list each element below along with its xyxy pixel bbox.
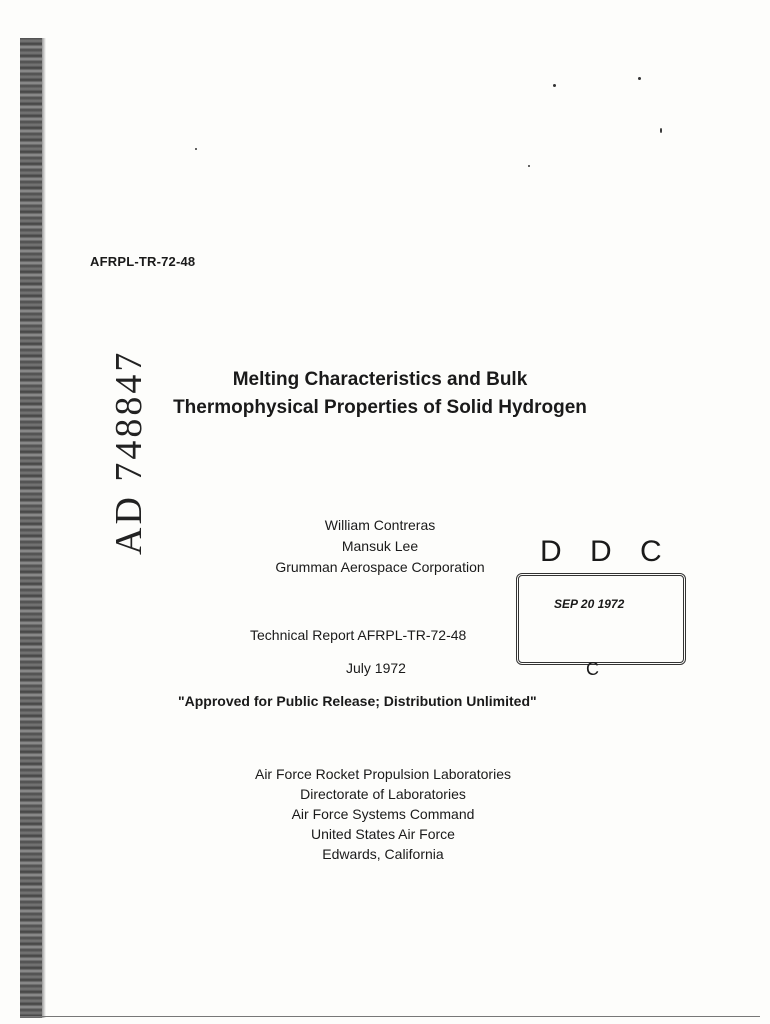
title-line-1: Melting Characteristics and Bulk xyxy=(232,369,528,390)
org-line: Directorate of Laboratories xyxy=(300,786,466,802)
organization-block xyxy=(218,764,548,864)
release-statement: "Approved for Public Release; Distribution Unlimited" xyxy=(178,693,537,709)
report-id: AFRPL-TR-72-48 xyxy=(90,254,196,269)
stamp-date: SEP 20 1972 xyxy=(554,597,625,611)
report-date: July 1972 xyxy=(346,660,406,676)
report-number: Technical Report AFRPL-TR-72-48 xyxy=(250,627,467,643)
org-line: Edwards, California xyxy=(322,846,444,862)
scan-speck xyxy=(528,165,530,167)
title-line-2: Thermophysical Properties of Solid Hydrogen xyxy=(173,397,587,418)
ddc-received-stamp xyxy=(512,535,688,685)
binding-edge xyxy=(42,38,46,1018)
author-name: Mansuk Lee xyxy=(341,538,419,554)
ddc-letters: D D C xyxy=(540,535,672,568)
stamp-frame xyxy=(516,573,686,665)
document-title xyxy=(140,366,620,422)
binding-strip xyxy=(20,38,42,1018)
org-line: Air Force Rocket Propulsion Laboratories xyxy=(254,766,511,782)
org-line: Air Force Systems Command xyxy=(291,806,475,822)
org-line: United States Air Force xyxy=(311,826,455,842)
authors-block xyxy=(240,515,520,578)
scan-speck xyxy=(553,84,556,87)
scan-speck xyxy=(660,128,662,133)
stamp-letter: C xyxy=(586,659,599,679)
author-name: William Contreras xyxy=(324,517,436,533)
author-affiliation: Grumman Aerospace Corporation xyxy=(275,559,485,575)
accession-number-stamp: AD 748847 xyxy=(108,349,150,555)
page-bottom-edge xyxy=(20,1016,760,1017)
scan-speck xyxy=(195,148,197,150)
scan-speck xyxy=(638,77,641,80)
